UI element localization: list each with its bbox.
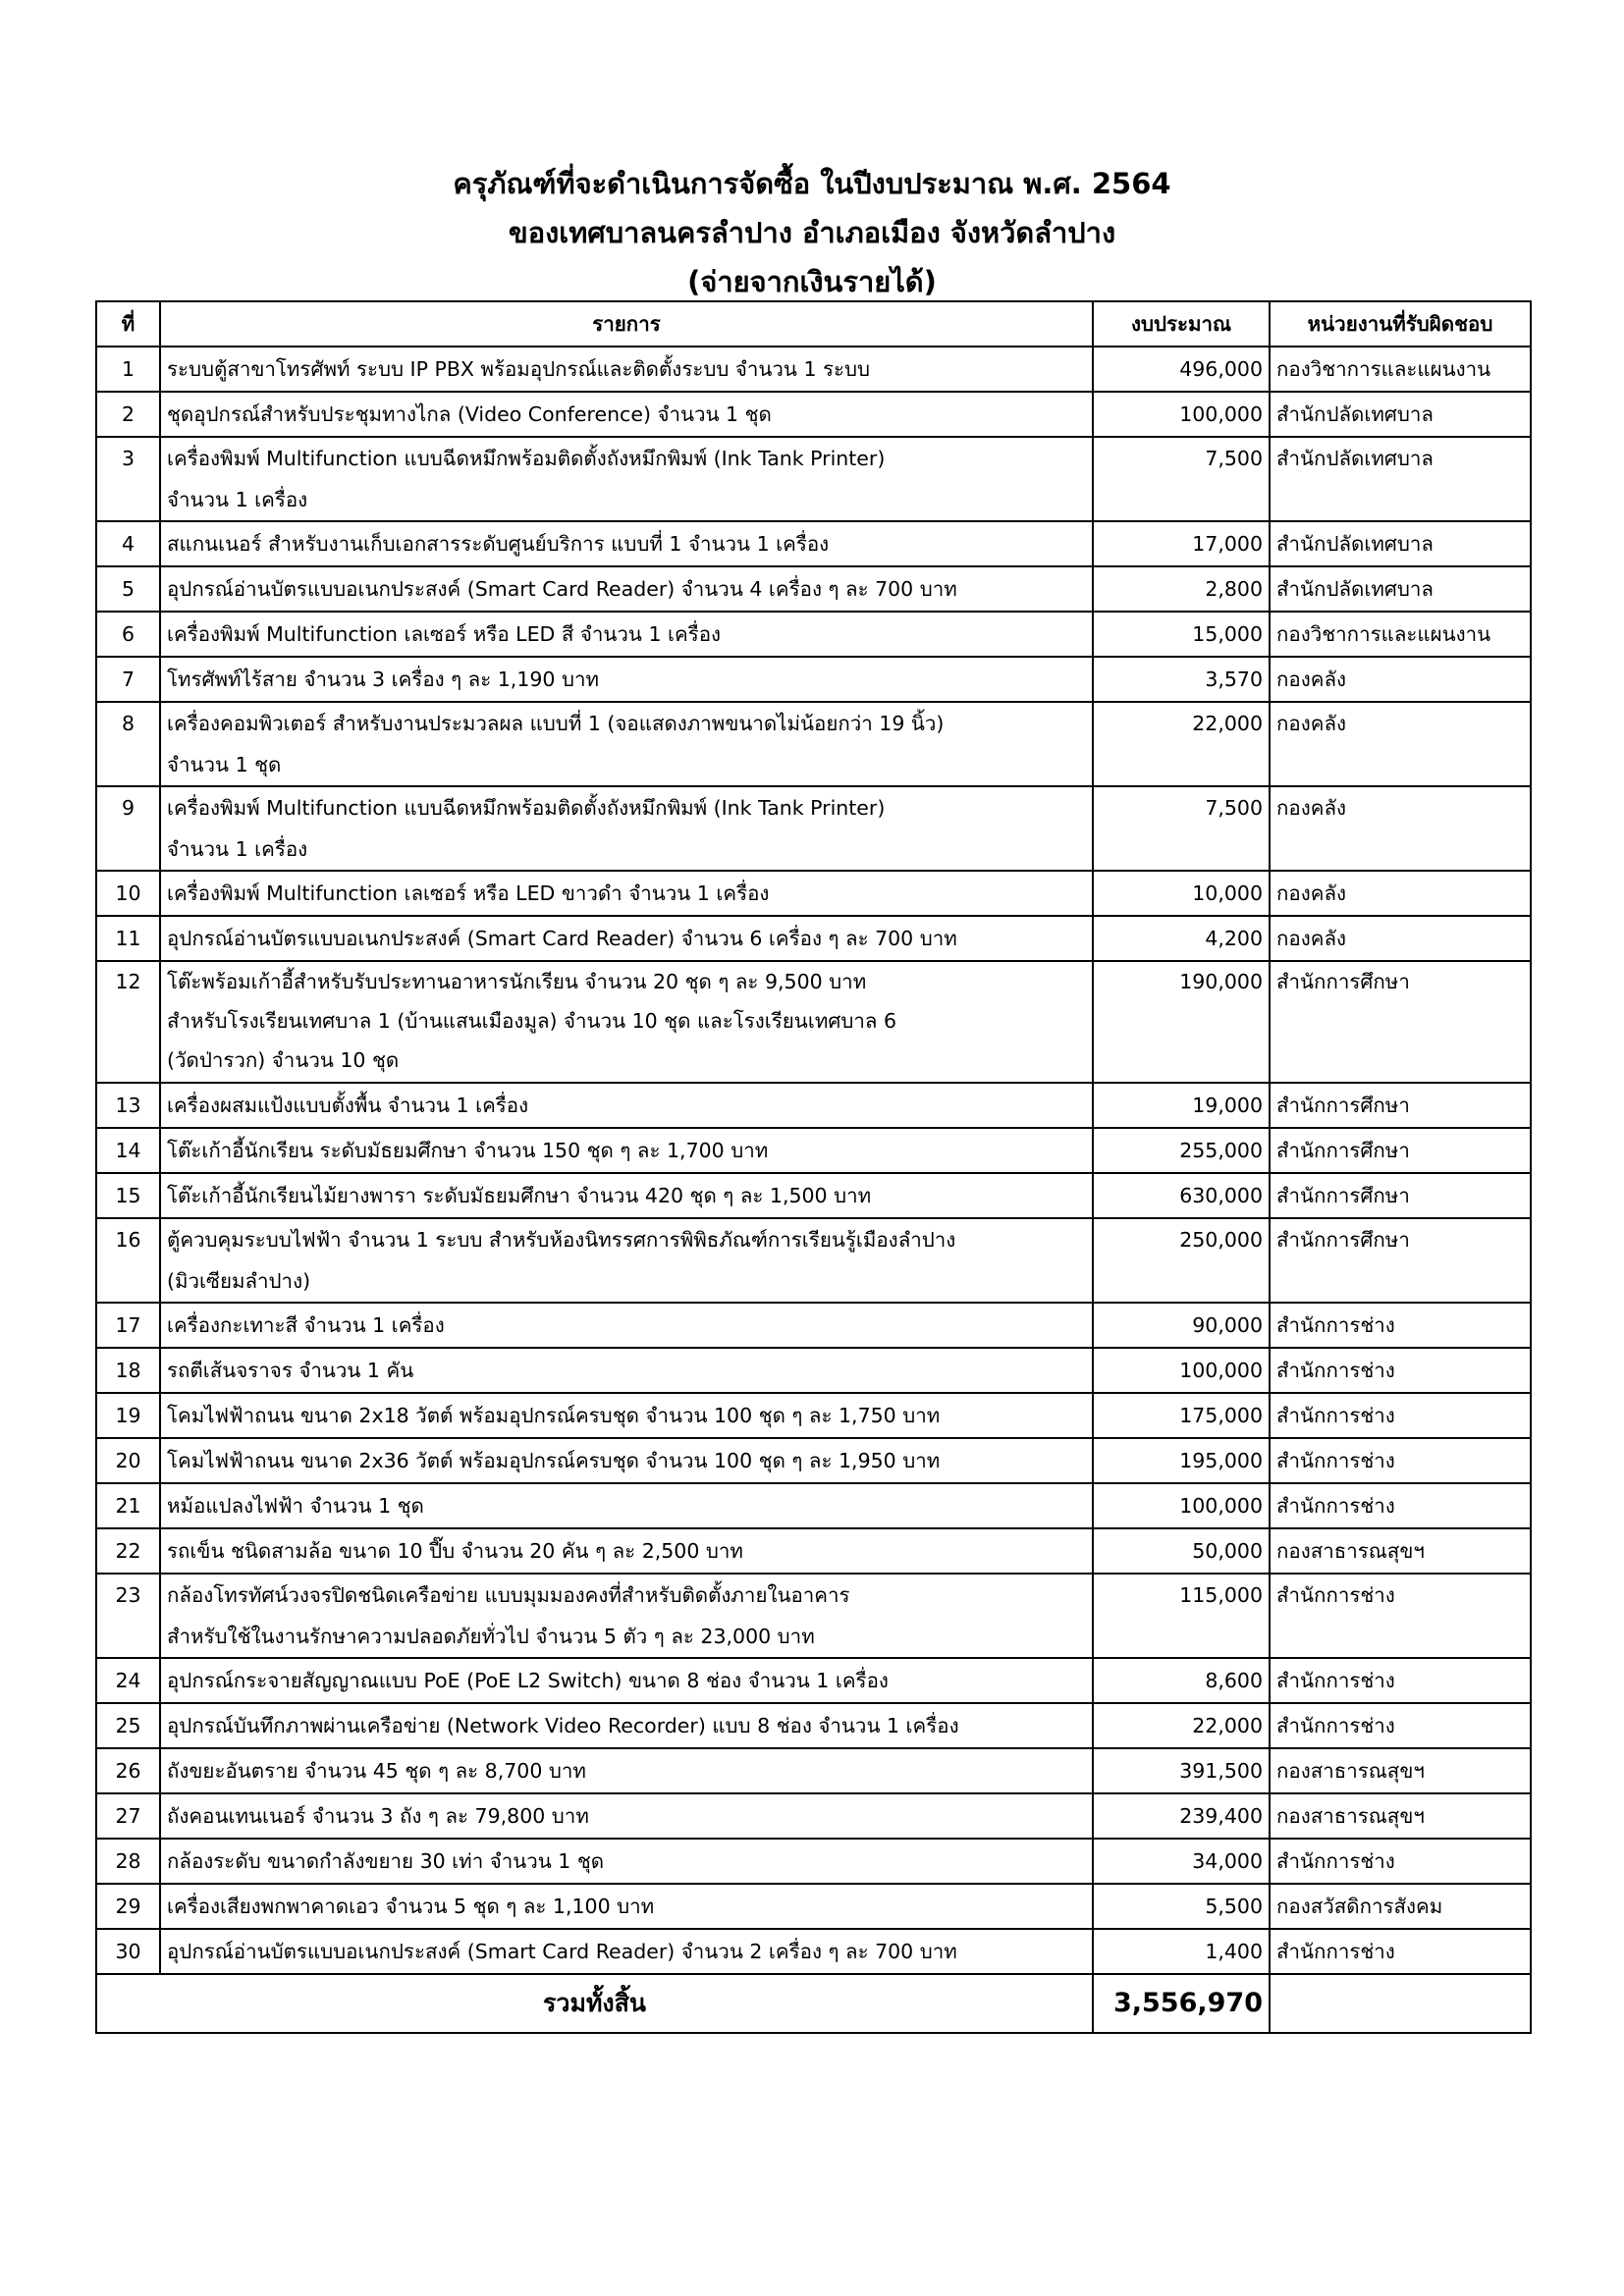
row-item: รถเข็น ชนิดสามล้อ ขนาด 10 ปี๊บ จำนวน 20 คัน ๆ ละ 2,500 บาท bbox=[160, 1528, 1093, 1574]
row-number: 20 bbox=[96, 1438, 160, 1483]
row-item: เครื่องผสมแป้งแบบตั้งพื้น จำนวน 1 เครื่อง bbox=[160, 1083, 1093, 1128]
row-dept: กองคลัง bbox=[1270, 786, 1531, 871]
row-budget: 15,000 bbox=[1093, 612, 1270, 657]
title-line-3: (จ่ายจากเงินรายได้) bbox=[687, 265, 937, 298]
table-row bbox=[96, 1574, 1531, 1658]
row-budget: 50,000 bbox=[1093, 1528, 1270, 1574]
table-row bbox=[96, 916, 1531, 961]
row-item: เครื่องกะเทาะสี จำนวน 1 เครื่อง bbox=[160, 1303, 1093, 1348]
row-dept: สำนักการช่าง bbox=[1270, 1303, 1531, 1348]
equipment-table bbox=[95, 300, 1532, 2034]
row-dept: สำนักปลัดเทศบาล bbox=[1270, 566, 1531, 612]
row-item: เครื่องคอมพิวเตอร์ สำหรับงานประมวลผล แบบที่ 1 (จอแสดงภาพขนาดไม่น้อยกว่า 19 นิ้ว) จำนวน 1 ชุด bbox=[160, 702, 1093, 786]
row-dept: สำนักการศึกษา bbox=[1270, 1173, 1531, 1218]
row-item: เครื่องพิมพ์ Multifunction แบบฉีดหมึกพร้อมติดตั้งถังหมึกพิมพ์ (Ink Tank Printer) จำนวน 1 เครื่อง bbox=[160, 437, 1093, 521]
row-item: อุปกรณ์กระจายสัญญาณแบบ PoE (PoE L2 Switch) ขนาด 8 ช่อง จำนวน 1 เครื่อง bbox=[160, 1658, 1093, 1703]
header-dept: หน่วยงานที่รับผิดชอบ bbox=[1270, 301, 1531, 347]
table-row bbox=[96, 1483, 1531, 1528]
row-dept: สำนักการช่าง bbox=[1270, 1438, 1531, 1483]
row-number: 15 bbox=[96, 1173, 160, 1218]
table-row bbox=[96, 1218, 1531, 1303]
row-dept: สำนักการศึกษา bbox=[1270, 961, 1531, 1083]
row-item: อุปกรณ์บันทึกภาพผ่านเครือข่าย (Network Video Recorder) แบบ 8 ช่อง จำนวน 1 เครื่อง bbox=[160, 1703, 1093, 1748]
row-item: อุปกรณ์อ่านบัตรแบบอเนกประสงค์ (Smart Card Reader) จำนวน 2 เครื่อง ๆ ละ 700 บาท bbox=[160, 1929, 1093, 1974]
row-item: หม้อแปลงไฟฟ้า จำนวน 1 ชุด bbox=[160, 1483, 1093, 1528]
row-number: 12 bbox=[96, 961, 160, 1083]
row-number: 13 bbox=[96, 1083, 160, 1128]
row-number: 22 bbox=[96, 1528, 160, 1574]
table-row bbox=[96, 1438, 1531, 1483]
row-item: โต๊ะพร้อมเก้าอี้สำหรับรับประทานอาหารนักเรียน จำนวน 20 ชุด ๆ ละ 9,500 บาท สำหรับโรงเรียนเทศบาล 1 (บ้านแสนเมืองมูล) จำนวน 10 ชุด และโรงเรียนเทศบาล 6 (วัดป่ารวก) จำนวน 10 ชุด bbox=[160, 961, 1093, 1083]
row-budget: 90,000 bbox=[1093, 1303, 1270, 1348]
row-number: 5 bbox=[96, 566, 160, 612]
row-budget: 7,500 bbox=[1093, 437, 1270, 521]
row-number: 28 bbox=[96, 1839, 160, 1884]
row-budget: 496,000 bbox=[1093, 347, 1270, 392]
row-dept: กองคลัง bbox=[1270, 916, 1531, 961]
row-number: 3 bbox=[96, 437, 160, 521]
row-number: 24 bbox=[96, 1658, 160, 1703]
table-row bbox=[96, 1303, 1531, 1348]
row-dept: กองคลัง bbox=[1270, 657, 1531, 702]
row-dept: กองวิชาการและแผนงาน bbox=[1270, 347, 1531, 392]
row-item: โคมไฟฟ้าถนน ขนาด 2x18 วัตต์ พร้อมอุปกรณ์ครบชุด จำนวน 100 ชุด ๆ ละ 1,750 บาท bbox=[160, 1393, 1093, 1438]
row-item: ระบบตู้สาขาโทรศัพท์ ระบบ IP PBX พร้อมอุปกรณ์และติดตั้งระบบ จำนวน 1 ระบบ bbox=[160, 347, 1093, 392]
table-row bbox=[96, 392, 1531, 437]
table-row bbox=[96, 657, 1531, 702]
table-row bbox=[96, 1703, 1531, 1748]
row-number: 25 bbox=[96, 1703, 160, 1748]
row-number: 23 bbox=[96, 1574, 160, 1658]
header-item: รายการ bbox=[160, 301, 1093, 347]
row-item: ชุดอุปกรณ์สำหรับประชุมทางไกล (Video Conference) จำนวน 1 ชุด bbox=[160, 392, 1093, 437]
row-number: 27 bbox=[96, 1793, 160, 1839]
table-body bbox=[96, 347, 1531, 1974]
title-line-2: ของเทศบาลนครลำปาง อำเภอเมือง จังหวัดลำปาง bbox=[508, 216, 1116, 249]
row-dept: กองคลัง bbox=[1270, 702, 1531, 786]
row-budget: 195,000 bbox=[1093, 1438, 1270, 1483]
row-item: กล้องระดับ ขนาดกำลังขยาย 30 เท่า จำนวน 1 ชุด bbox=[160, 1839, 1093, 1884]
row-item: อุปกรณ์อ่านบัตรแบบอเนกประสงค์ (Smart Card Reader) จำนวน 4 เครื่อง ๆ ละ 700 บาท bbox=[160, 566, 1093, 612]
row-budget: 100,000 bbox=[1093, 392, 1270, 437]
row-budget: 100,000 bbox=[1093, 1348, 1270, 1393]
row-dept: สำนักการช่าง bbox=[1270, 1574, 1531, 1658]
table-row bbox=[96, 1128, 1531, 1173]
row-dept: สำนักการช่าง bbox=[1270, 1393, 1531, 1438]
table-row bbox=[96, 1083, 1531, 1128]
row-item: เครื่องพิมพ์ Multifunction เลเซอร์ หรือ LED สี จำนวน 1 เครื่อง bbox=[160, 612, 1093, 657]
row-dept: สำนักการช่าง bbox=[1270, 1703, 1531, 1748]
row-dept: สำนักการช่าง bbox=[1270, 1483, 1531, 1528]
row-number: 7 bbox=[96, 657, 160, 702]
row-budget: 239,400 bbox=[1093, 1793, 1270, 1839]
row-item: โทรศัพท์ไร้สาย จำนวน 3 เครื่อง ๆ ละ 1,190 บาท bbox=[160, 657, 1093, 702]
row-number: 30 bbox=[96, 1929, 160, 1974]
total-row bbox=[96, 1974, 1531, 2033]
row-dept: สำนักการช่าง bbox=[1270, 1658, 1531, 1703]
table-row bbox=[96, 1748, 1531, 1793]
row-item: กล้องโทรทัศน์วงจรปิดชนิดเครือข่าย แบบมุมมองคงที่สำหรับติดตั้งภายในอาคาร สำหรับใช้ในงานรักษาความปลอดภัยทั่วไป จำนวน 5 ตัว ๆ ละ 23,000 บาท bbox=[160, 1574, 1093, 1658]
row-number: 18 bbox=[96, 1348, 160, 1393]
row-number: 8 bbox=[96, 702, 160, 786]
header-budget: งบประมาณ bbox=[1093, 301, 1270, 347]
row-dept: สำนักการศึกษา bbox=[1270, 1128, 1531, 1173]
header-no: ที่ bbox=[96, 301, 160, 347]
row-budget: 17,000 bbox=[1093, 521, 1270, 566]
row-item: รถตีเส้นจราจร จำนวน 1 คัน bbox=[160, 1348, 1093, 1393]
table-row bbox=[96, 702, 1531, 786]
row-item: เครื่องพิมพ์ Multifunction เลเซอร์ หรือ LED ขาวดำ จำนวน 1 เครื่อง bbox=[160, 871, 1093, 916]
row-item: ตู้ควบคุมระบบไฟฟ้า จำนวน 1 ระบบ สำหรับห้องนิทรรศการพิพิธภัณฑ์การเรียนรู้เมืองลำปาง (มิวเซียมลำปาง) bbox=[160, 1218, 1093, 1303]
row-dept: กองสาธารณสุขฯ bbox=[1270, 1528, 1531, 1574]
row-dept: สำนักปลัดเทศบาล bbox=[1270, 521, 1531, 566]
row-budget: 7,500 bbox=[1093, 786, 1270, 871]
row-budget: 2,800 bbox=[1093, 566, 1270, 612]
row-dept: กองสาธารณสุขฯ bbox=[1270, 1748, 1531, 1793]
row-number: 9 bbox=[96, 786, 160, 871]
row-budget: 100,000 bbox=[1093, 1483, 1270, 1528]
table-row bbox=[96, 612, 1531, 657]
row-budget: 34,000 bbox=[1093, 1839, 1270, 1884]
total-label: รวมทั้งสิ้น bbox=[96, 1974, 1093, 2033]
total-empty-cell bbox=[1270, 1974, 1531, 2033]
table-row bbox=[96, 1884, 1531, 1929]
row-number: 4 bbox=[96, 521, 160, 566]
row-number: 29 bbox=[96, 1884, 160, 1929]
row-dept: กองคลัง bbox=[1270, 871, 1531, 916]
row-number: 2 bbox=[96, 392, 160, 437]
total-value: 3,556,970 bbox=[1093, 1974, 1270, 2033]
row-number: 21 bbox=[96, 1483, 160, 1528]
table-row bbox=[96, 566, 1531, 612]
table-row bbox=[96, 1793, 1531, 1839]
document-title bbox=[0, 159, 1624, 306]
row-number: 1 bbox=[96, 347, 160, 392]
row-item: โต๊ะเก้าอี้นักเรียน ระดับมัธยมศึกษา จำนวน 150 ชุด ๆ ละ 1,700 บาท bbox=[160, 1128, 1093, 1173]
row-budget: 4,200 bbox=[1093, 916, 1270, 961]
table-row bbox=[96, 1839, 1531, 1884]
table-row bbox=[96, 1348, 1531, 1393]
row-budget: 19,000 bbox=[1093, 1083, 1270, 1128]
row-budget: 22,000 bbox=[1093, 702, 1270, 786]
row-dept: สำนักการช่าง bbox=[1270, 1839, 1531, 1884]
row-number: 10 bbox=[96, 871, 160, 916]
row-item: สแกนเนอร์ สำหรับงานเก็บเอกสารระดับศูนย์บริการ แบบที่ 1 จำนวน 1 เครื่อง bbox=[160, 521, 1093, 566]
table-row bbox=[96, 1658, 1531, 1703]
row-budget: 5,500 bbox=[1093, 1884, 1270, 1929]
row-budget: 175,000 bbox=[1093, 1393, 1270, 1438]
row-budget: 391,500 bbox=[1093, 1748, 1270, 1793]
row-dept: สำนักการศึกษา bbox=[1270, 1218, 1531, 1303]
row-budget: 255,000 bbox=[1093, 1128, 1270, 1173]
row-item: โคมไฟฟ้าถนน ขนาด 2x36 วัตต์ พร้อมอุปกรณ์ครบชุด จำนวน 100 ชุด ๆ ละ 1,950 บาท bbox=[160, 1438, 1093, 1483]
row-item: เครื่องพิมพ์ Multifunction แบบฉีดหมึกพร้อมติดตั้งถังหมึกพิมพ์ (Ink Tank Printer) จำนวน 1 เครื่อง bbox=[160, 786, 1093, 871]
row-number: 11 bbox=[96, 916, 160, 961]
row-budget: 630,000 bbox=[1093, 1173, 1270, 1218]
row-dept: สำนักการช่าง bbox=[1270, 1929, 1531, 1974]
row-item: ถังขยะอันตราย จำนวน 45 ชุด ๆ ละ 8,700 บาท bbox=[160, 1748, 1093, 1793]
table-row bbox=[96, 521, 1531, 566]
row-budget: 3,570 bbox=[1093, 657, 1270, 702]
row-dept: กองวิชาการและแผนงาน bbox=[1270, 612, 1531, 657]
row-budget: 22,000 bbox=[1093, 1703, 1270, 1748]
row-dept: สำนักปลัดเทศบาล bbox=[1270, 437, 1531, 521]
row-item: เครื่องเสียงพกพาคาดเอว จำนวน 5 ชุด ๆ ละ 1,100 บาท bbox=[160, 1884, 1093, 1929]
table-row bbox=[96, 437, 1531, 521]
row-budget: 115,000 bbox=[1093, 1574, 1270, 1658]
row-item: อุปกรณ์อ่านบัตรแบบอเนกประสงค์ (Smart Card Reader) จำนวน 6 เครื่อง ๆ ละ 700 บาท bbox=[160, 916, 1093, 961]
table-row bbox=[96, 871, 1531, 916]
row-dept: กองสาธารณสุขฯ bbox=[1270, 1793, 1531, 1839]
row-number: 17 bbox=[96, 1303, 160, 1348]
row-budget: 1,400 bbox=[1093, 1929, 1270, 1974]
table-row bbox=[96, 961, 1531, 1083]
table-row bbox=[96, 347, 1531, 392]
row-dept: สำนักการช่าง bbox=[1270, 1348, 1531, 1393]
row-dept: กองสวัสดิการสังคม bbox=[1270, 1884, 1531, 1929]
row-budget: 10,000 bbox=[1093, 871, 1270, 916]
row-item: โต๊ะเก้าอี้นักเรียนไม้ยางพารา ระดับมัธยมศึกษา จำนวน 420 ชุด ๆ ละ 1,500 บาท bbox=[160, 1173, 1093, 1218]
table-row bbox=[96, 1929, 1531, 1974]
row-number: 19 bbox=[96, 1393, 160, 1438]
row-number: 14 bbox=[96, 1128, 160, 1173]
table-row bbox=[96, 786, 1531, 871]
table-row bbox=[96, 1393, 1531, 1438]
table-header-row bbox=[96, 301, 1531, 347]
row-budget: 8,600 bbox=[1093, 1658, 1270, 1703]
row-number: 6 bbox=[96, 612, 160, 657]
table-row bbox=[96, 1528, 1531, 1574]
title-line-1: ครุภัณฑ์ที่จะดำเนินการจัดซื้อ ในปีงบประมาณ พ.ศ. 2564 bbox=[453, 167, 1171, 200]
row-budget: 250,000 bbox=[1093, 1218, 1270, 1303]
row-dept: สำนักการศึกษา bbox=[1270, 1083, 1531, 1128]
row-budget: 190,000 bbox=[1093, 961, 1270, 1083]
row-dept: สำนักปลัดเทศบาล bbox=[1270, 392, 1531, 437]
table-row bbox=[96, 1173, 1531, 1218]
row-number: 26 bbox=[96, 1748, 160, 1793]
row-item: ถังคอนเทนเนอร์ จำนวน 3 ถัง ๆ ละ 79,800 บาท bbox=[160, 1793, 1093, 1839]
row-number: 16 bbox=[96, 1218, 160, 1303]
